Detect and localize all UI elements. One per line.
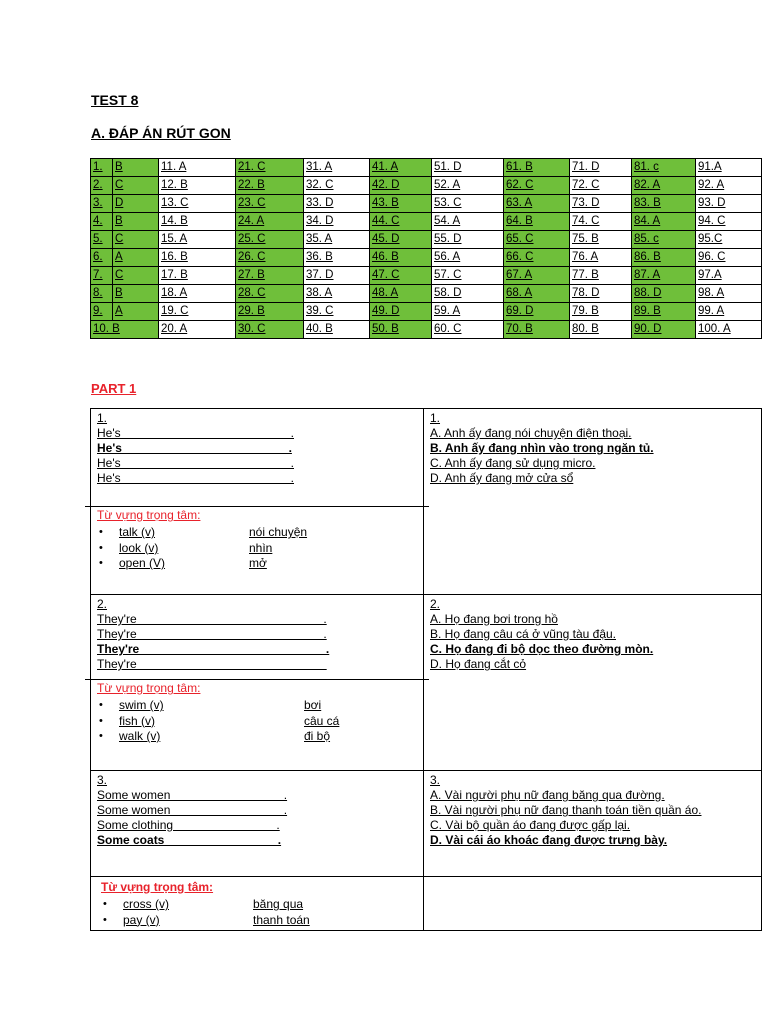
answer-cell: 55. D: [432, 231, 504, 249]
vocab-meaning: băng qua: [253, 897, 304, 911]
answer-cell: 2.: [91, 177, 113, 195]
answer-cell: 92. A: [696, 177, 762, 195]
answer-cell: 65. C: [504, 231, 570, 249]
empty-cell: [424, 877, 762, 931]
transcript-line: He's .: [97, 456, 294, 470]
answer-row: [91, 231, 762, 249]
answer-cell: 72. C: [570, 177, 632, 195]
answer-cell: 43. B: [370, 195, 432, 213]
answer-cell: 23. C: [236, 195, 304, 213]
q3-answers-cell: [424, 771, 762, 877]
answer-cell: 98. A: [696, 285, 762, 303]
answer-number: 3.: [430, 773, 441, 787]
answer-row: [91, 321, 762, 339]
answer-cell: 27. B: [236, 267, 304, 285]
answer-cell: 26. C: [236, 249, 304, 267]
transcript-line: Some women .: [97, 803, 288, 817]
vocab-list: [101, 897, 417, 928]
answer-row: [91, 303, 762, 321]
answer-row: [91, 195, 762, 213]
answer-cell: 94. C: [696, 213, 762, 231]
answer-row: [91, 285, 762, 303]
answer-cell: 54. A: [432, 213, 504, 231]
vocab-heading: Từ vựng trọng tâm:: [97, 681, 201, 695]
answer-cell: 40. B: [304, 321, 370, 339]
answer-cell: 37. D: [304, 267, 370, 285]
answer-cell: 58. D: [432, 285, 504, 303]
vocab-item: [101, 913, 417, 929]
answer-cell: 69. D: [504, 303, 570, 321]
transcript-line: They're .: [97, 612, 327, 626]
answer-cell: 75. B: [570, 231, 632, 249]
answer-cell: 66. C: [504, 249, 570, 267]
vocab-meaning: câu cá: [304, 713, 340, 728]
answer-option: C. Vài bộ quần áo đang được gấp lại.: [430, 818, 631, 832]
answer-cell: 57. C: [432, 267, 504, 285]
answer-cell: 16. B: [159, 249, 236, 267]
part-label: PART 1: [91, 381, 137, 396]
answer-number: 2.: [430, 597, 441, 611]
vocab-list: [97, 698, 417, 745]
vocab-item: [97, 541, 417, 557]
answer-option: B. Họ đang câu cá ở vũng tàu đậu.: [430, 627, 616, 641]
answer-cell: 22. B: [236, 177, 304, 195]
answer-cell: 96. C: [696, 249, 762, 267]
answer-cell: 51. D: [432, 159, 504, 177]
answer-cell: C: [113, 177, 159, 195]
answer-cell: 39. C: [304, 303, 370, 321]
answer-cell: 95.C: [696, 231, 762, 249]
vocab-word: fish (v): [119, 713, 155, 728]
answer-cell: 97.A: [696, 267, 762, 285]
answer-cell: 86. B: [632, 249, 696, 267]
q2-transcript-cell: [91, 595, 424, 771]
answer-cell: 41. A: [370, 159, 432, 177]
transcript-line: They're .: [97, 627, 327, 641]
answer-cell: 82. A: [632, 177, 696, 195]
answer-cell: 61. B: [504, 159, 570, 177]
answer-cell: 93. D: [696, 195, 762, 213]
transcript-line: Some women .: [97, 788, 288, 802]
answer-cell: 4.: [91, 213, 113, 231]
q1-answers-cell: [424, 409, 762, 595]
answer-cell: 34. D: [304, 213, 370, 231]
part1-table: [90, 408, 762, 931]
answer-cell: 3.: [91, 195, 113, 213]
q3-transcript-cell: [91, 771, 424, 877]
answer-number: 1.: [430, 411, 441, 425]
q2-answers-cell: [424, 595, 762, 771]
answer-cell: 17. B: [159, 267, 236, 285]
answer-cell: 5.: [91, 231, 113, 249]
page-title: TEST 8: [91, 92, 139, 108]
answer-cell: 13. C: [159, 195, 236, 213]
answer-cell: 29. B: [236, 303, 304, 321]
answer-option: A. Anh ấy đang nói chuyện điện thoại.: [430, 426, 632, 440]
answer-option: D. Anh ấy đang mở cửa sổ: [430, 471, 574, 485]
answer-cell: 49. D: [370, 303, 432, 321]
answer-cell: 80. B: [570, 321, 632, 339]
answer-cell: 7.: [91, 267, 113, 285]
vocab-item: [97, 556, 417, 572]
transcript-line: Some coats .: [97, 833, 282, 847]
vocab-word: look (v): [119, 540, 159, 555]
vocab-meaning: thanh toán: [253, 912, 310, 927]
answer-cell: B: [113, 159, 159, 177]
answer-cell: B: [113, 285, 159, 303]
vocab-word: walk (v): [119, 729, 161, 743]
answer-cell: 99. A: [696, 303, 762, 321]
answer-cell: 28. C: [236, 285, 304, 303]
answer-cell: 87. A: [632, 267, 696, 285]
answer-cell: A: [113, 249, 159, 267]
transcript-line: He's .: [97, 441, 292, 455]
answer-cell: 21. C: [236, 159, 304, 177]
vocab-heading: Từ vựng trọng tâm:: [101, 880, 214, 894]
answer-key-table: [90, 158, 762, 339]
answer-cell: 79. B: [570, 303, 632, 321]
answer-cell: 48. A: [370, 285, 432, 303]
answer-cell: 6.: [91, 249, 113, 267]
vocab-item: [97, 714, 417, 730]
answer-cell: 53. C: [432, 195, 504, 213]
answer-cell: 73. D: [570, 195, 632, 213]
answer-cell: 9.: [91, 303, 113, 321]
transcript-line: Some clothing .: [97, 818, 280, 832]
answer-cell: 85. c: [632, 231, 696, 249]
answer-option: A. Họ đang bơi trong hồ: [430, 612, 558, 626]
q3-vocab-cell: [91, 877, 424, 931]
vocab-word: swim (v): [119, 698, 164, 712]
vocab-meaning: nhìn: [249, 540, 273, 555]
answer-cell: 77. B: [570, 267, 632, 285]
answer-option: D. Vài cái áo khoác đang được trưng bày.: [430, 833, 668, 847]
answer-cell: 90. D: [632, 321, 696, 339]
answer-cell: 50. B: [370, 321, 432, 339]
answer-cell: 60. C: [432, 321, 504, 339]
answer-cell: 67. A: [504, 267, 570, 285]
vocab-meaning: mở: [249, 556, 267, 570]
answer-cell: 1.: [91, 159, 113, 177]
answer-cell: 20. A: [159, 321, 236, 339]
answer-cell: 30. C: [236, 321, 304, 339]
vocab-word: talk (v): [119, 525, 155, 539]
answer-cell: C: [113, 231, 159, 249]
answer-cell: 42. D: [370, 177, 432, 195]
answer-cell: 18. A: [159, 285, 236, 303]
vocab-word: cross (v): [123, 897, 169, 911]
answer-cell: B: [113, 213, 159, 231]
answer-cell: 46. B: [370, 249, 432, 267]
transcript-line: He's .: [97, 426, 294, 440]
answer-cell: 10. B: [91, 321, 159, 339]
answer-option: C. Anh ấy đang sử dụng micro.: [430, 456, 596, 470]
vocab-item: [97, 698, 417, 714]
answer-option: B. Vài người phụ nữ đang thanh toán tiền quần áo.: [430, 803, 702, 817]
question-number: 2.: [97, 597, 108, 611]
vocab-word: open (V): [119, 556, 166, 570]
answer-cell: 31. A: [304, 159, 370, 177]
answer-row: [91, 249, 762, 267]
answer-cell: 89. B: [632, 303, 696, 321]
answer-cell: 38. A: [304, 285, 370, 303]
answer-cell: 56. A: [432, 249, 504, 267]
answer-cell: 63. A: [504, 195, 570, 213]
answer-row: [91, 177, 762, 195]
vocab-word: pay (v): [123, 912, 160, 927]
transcript-line: He's .: [97, 471, 294, 485]
answer-cell: 36. B: [304, 249, 370, 267]
answer-cell: 100. A: [696, 321, 762, 339]
answer-cell: D: [113, 195, 159, 213]
answer-option: A. Vài người phụ nữ đang băng qua đường.: [430, 788, 665, 802]
answer-cell: 83. B: [632, 195, 696, 213]
answer-cell: 62. C: [504, 177, 570, 195]
answer-cell: 11. A: [159, 159, 236, 177]
answer-cell: 68. A: [504, 285, 570, 303]
answer-cell: 32. C: [304, 177, 370, 195]
answer-cell: 81. c: [632, 159, 696, 177]
answer-cell: 70. B: [504, 321, 570, 339]
question-number: 1.: [97, 411, 108, 425]
answer-cell: 12. B: [159, 177, 236, 195]
transcript-line: They're .: [97, 642, 330, 656]
vocab-item: [101, 897, 417, 913]
answer-cell: 24. A: [236, 213, 304, 231]
vocab-meaning: đi bộ: [304, 729, 331, 743]
answer-row: [91, 159, 762, 177]
vocab-list: [97, 525, 417, 572]
answer-row: [91, 267, 762, 285]
answer-cell: 8.: [91, 285, 113, 303]
answer-cell: 35. A: [304, 231, 370, 249]
answer-option: C. Họ đang đi bộ dọc theo đường mòn.: [430, 642, 654, 656]
answer-cell: 44. C: [370, 213, 432, 231]
answer-cell: 14. B: [159, 213, 236, 231]
answer-cell: 78. D: [570, 285, 632, 303]
q1-transcript-cell: [91, 409, 424, 595]
transcript-line: They're: [97, 657, 327, 671]
answer-cell: 52. A: [432, 177, 504, 195]
answer-cell: 88. D: [632, 285, 696, 303]
vocab-item: [97, 525, 417, 541]
answer-cell: 19. C: [159, 303, 236, 321]
answer-cell: 84. A: [632, 213, 696, 231]
answer-cell: 59. A: [432, 303, 504, 321]
answer-cell: 45. D: [370, 231, 432, 249]
answer-cell: A: [113, 303, 159, 321]
vocab-meaning: bơi: [304, 698, 322, 712]
answer-option: D. Họ đang cắt cỏ: [430, 657, 527, 671]
answer-cell: 74. C: [570, 213, 632, 231]
answer-cell: 76. A: [570, 249, 632, 267]
vocab-meaning: nói chuyện: [249, 525, 308, 539]
answer-option: B. Anh ấy đang nhìn vào trong ngăn tủ.: [430, 441, 654, 455]
answer-cell: 33. D: [304, 195, 370, 213]
answer-cell: C: [113, 267, 159, 285]
answer-cell: 15. A: [159, 231, 236, 249]
answer-cell: 25. C: [236, 231, 304, 249]
answer-cell: 91.A: [696, 159, 762, 177]
section-heading: A. ĐÁP ÁN RÚT GON: [91, 125, 231, 141]
answer-cell: 47. C: [370, 267, 432, 285]
question-number: 3.: [97, 773, 108, 787]
answer-row: [91, 213, 762, 231]
vocab-item: [97, 729, 417, 745]
answer-cell: 64. B: [504, 213, 570, 231]
vocab-heading: Từ vựng trọng tâm:: [97, 508, 201, 522]
answer-cell: 71. D: [570, 159, 632, 177]
